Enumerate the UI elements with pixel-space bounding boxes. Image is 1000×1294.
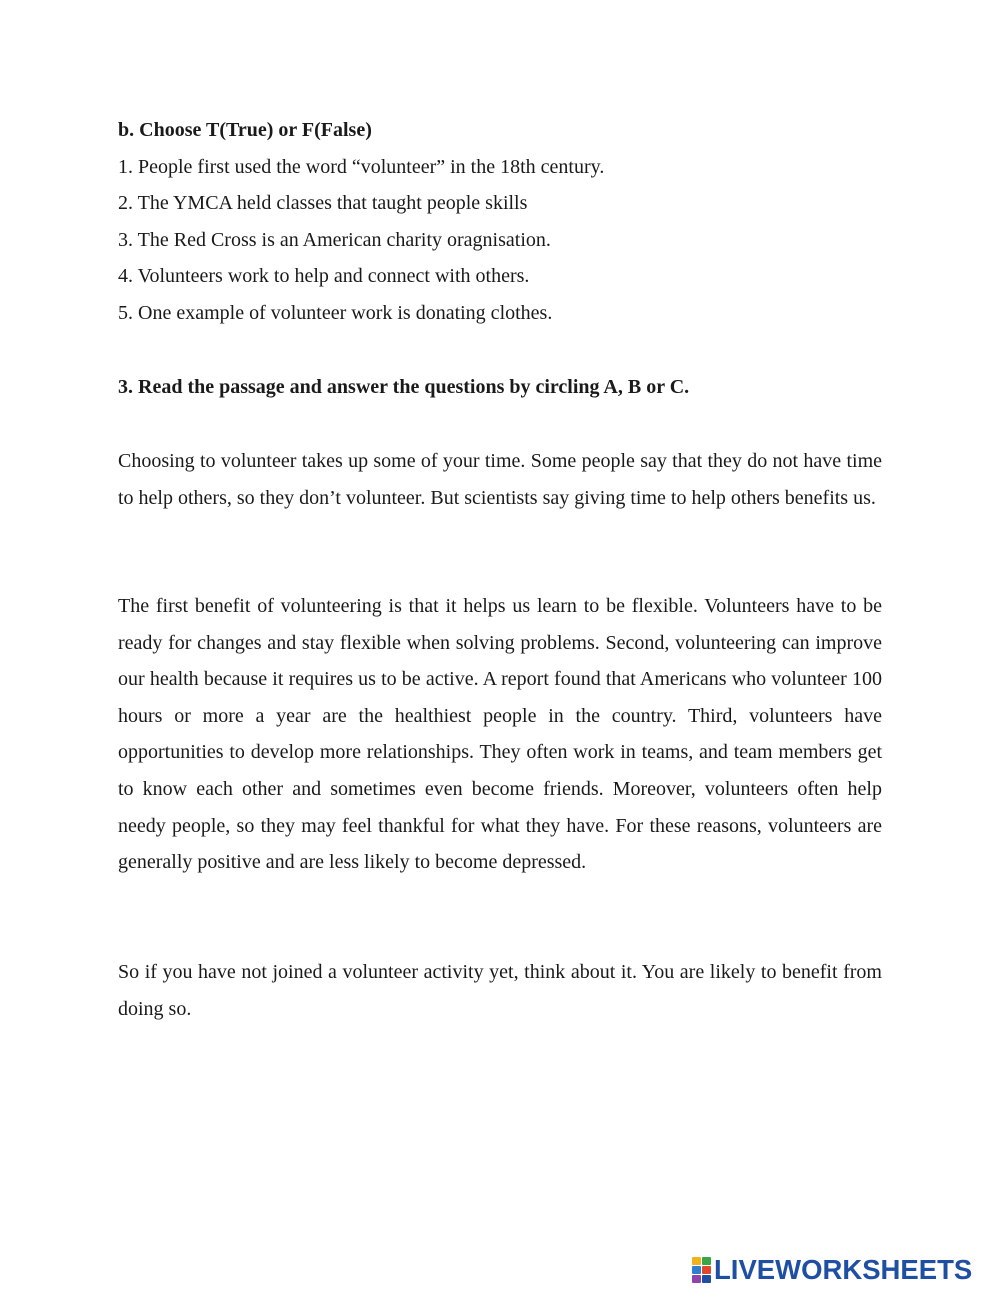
tf-statement-2: 2. The YMCA held classes that taught people skills [118,192,528,214]
passage-paragraph-1: Choosing to volunteer takes up some of your time. Some people say that they do not have time to help others, so they don’t volunteer. But scientists say giving time to help others benefits us. [118,450,882,509]
section-b-heading: b. Choose T(True) or F(False) [118,119,372,141]
tf-statement-5: 5. One example of volunteer work is donating clothes. [118,302,553,324]
liveworksheets-logo-text: LIVEWORKSHEETS [714,1254,973,1285]
tf-statement-4: 4. Volunteers work to help and connect with others. [118,265,530,287]
section-3-heading: 3. Read the passage and answer the questions by circling A, B or C. [118,376,690,398]
passage-paragraph-3: So if you have not joined a volunteer activity yet, think about it. You are likely to benefit from doing so. [118,961,882,1020]
tf-statement-3: 3. The Red Cross is an American charity oragnisation. [118,229,551,251]
liveworksheets-logo-icon [692,1257,711,1283]
passage-paragraph-2: The first benefit of volunteering is that it helps us learn to be flexible. Volunteers have to be ready for changes and stay flexible when solving problems. Second, volunteering can improve our health because it requires us to be active. A report found that Americans who volunteer 100 hours or more a year are the healthiest people in the country. Third, volunteers have opportunities to develop more relationships. They often work in teams, and team members get to know each other and sometimes even become friends. Moreover, volunteers often help needy people, so they may feel thankful for what they have. For these reasons, volunteers are generally positive and are less likely to become depressed. [118,595,882,874]
tf-statement-1: 1. People first used the word “volunteer” in the 18th century. [118,156,605,178]
liveworksheets-logo [692,1254,972,1286]
